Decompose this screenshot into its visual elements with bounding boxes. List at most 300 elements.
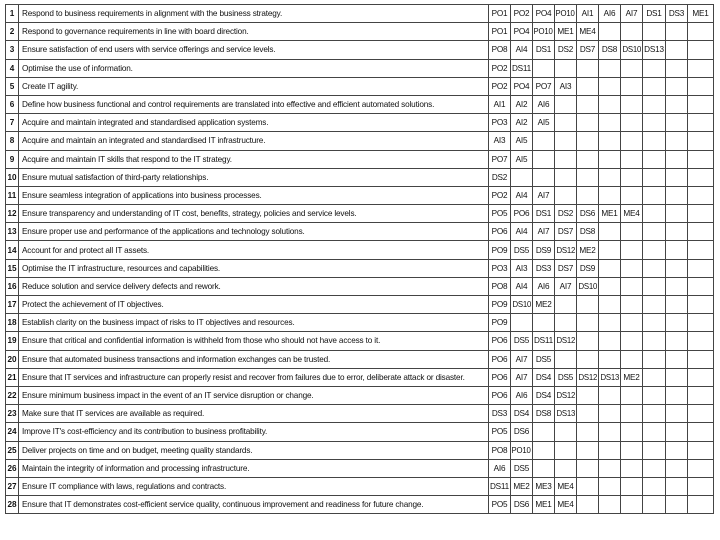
process-cell <box>666 132 688 150</box>
process-cell: AI7 <box>533 223 555 241</box>
process-cell: DS12 <box>577 368 599 386</box>
process-cell <box>643 114 666 132</box>
process-cell: DS2 <box>555 41 577 59</box>
process-cell <box>621 223 643 241</box>
process-cell: PO9 <box>489 241 511 259</box>
process-cell: PO1 <box>489 23 511 41</box>
process-cell <box>599 168 621 186</box>
process-cell <box>621 132 643 150</box>
process-cell: DS7 <box>555 259 577 277</box>
process-cell <box>666 259 688 277</box>
process-cell <box>577 95 599 113</box>
goal-description: Ensure that IT demonstrates cost-efficient service quality, continuous improvement and readiness for future change. <box>19 496 489 514</box>
table-row <box>6 277 714 295</box>
process-cell <box>643 405 666 423</box>
process-cell <box>577 314 599 332</box>
goal-number: 6 <box>6 95 19 113</box>
process-cell <box>688 296 714 314</box>
goal-number: 27 <box>6 477 19 495</box>
goal-number: 3 <box>6 41 19 59</box>
table-row <box>6 332 714 350</box>
table-row <box>6 441 714 459</box>
process-cell: PO4 <box>511 77 533 95</box>
process-cell <box>666 332 688 350</box>
table-row <box>6 223 714 241</box>
process-cell <box>643 314 666 332</box>
process-cell: DS3 <box>666 5 688 23</box>
process-cell <box>643 350 666 368</box>
process-cell <box>688 259 714 277</box>
goal-description: Ensure that critical and confidential information is withheld from those who should not have access to it. <box>19 332 489 350</box>
process-cell <box>643 23 666 41</box>
process-cell <box>666 95 688 113</box>
goal-description: Optimise the use of information. <box>19 59 489 77</box>
process-cell <box>666 350 688 368</box>
goal-number: 24 <box>6 423 19 441</box>
process-cell <box>688 132 714 150</box>
process-cell <box>599 223 621 241</box>
process-cell: AI2 <box>511 95 533 113</box>
process-cell: DS10 <box>511 296 533 314</box>
process-cell <box>666 23 688 41</box>
process-cell <box>643 150 666 168</box>
process-cell <box>688 423 714 441</box>
table-row <box>6 150 714 168</box>
process-cell <box>643 477 666 495</box>
table-row <box>6 205 714 223</box>
process-cell <box>688 496 714 514</box>
process-cell: AI6 <box>599 5 621 23</box>
process-cell <box>577 441 599 459</box>
process-cell: DS3 <box>489 405 511 423</box>
process-cell <box>621 114 643 132</box>
process-cell: PO9 <box>489 314 511 332</box>
process-cell: PO2 <box>489 77 511 95</box>
process-cell: AI4 <box>511 186 533 204</box>
process-cell: DS12 <box>555 386 577 404</box>
process-cell <box>599 95 621 113</box>
process-cell <box>599 77 621 95</box>
process-cell <box>599 277 621 295</box>
process-cell <box>621 350 643 368</box>
process-cell <box>577 405 599 423</box>
process-cell <box>599 259 621 277</box>
process-cell <box>643 496 666 514</box>
process-cell <box>577 186 599 204</box>
process-cell <box>688 386 714 404</box>
process-cell <box>511 168 533 186</box>
process-cell <box>643 77 666 95</box>
table-row <box>6 405 714 423</box>
process-cell <box>555 296 577 314</box>
process-cell <box>688 277 714 295</box>
process-cell <box>666 459 688 477</box>
goal-description: Create IT agility. <box>19 77 489 95</box>
process-cell <box>555 168 577 186</box>
process-cell <box>666 314 688 332</box>
process-cell: ME4 <box>577 23 599 41</box>
process-cell <box>577 168 599 186</box>
goal-description: Maintain the integrity of information and processing infrastructure. <box>19 459 489 477</box>
process-cell <box>577 350 599 368</box>
process-cell: PO6 <box>489 332 511 350</box>
process-cell: PO10 <box>533 23 555 41</box>
process-cell <box>577 150 599 168</box>
process-cell <box>599 459 621 477</box>
process-cell: DS5 <box>511 459 533 477</box>
process-cell: PO5 <box>489 496 511 514</box>
goal-number: 12 <box>6 205 19 223</box>
process-cell: AI7 <box>555 277 577 295</box>
process-cell: DS4 <box>533 386 555 404</box>
process-cell <box>643 423 666 441</box>
process-cell <box>666 241 688 259</box>
goal-description: Ensure that automated business transactions and information exchanges can be trusted. <box>19 350 489 368</box>
process-cell <box>533 314 555 332</box>
process-cell: DS4 <box>511 405 533 423</box>
process-cell <box>666 77 688 95</box>
process-cell <box>555 59 577 77</box>
goal-number: 21 <box>6 368 19 386</box>
process-cell: PO3 <box>489 259 511 277</box>
process-cell: PO6 <box>511 205 533 223</box>
process-cell <box>643 205 666 223</box>
process-cell: PO4 <box>511 23 533 41</box>
process-cell <box>688 350 714 368</box>
process-cell <box>599 477 621 495</box>
process-cell <box>688 205 714 223</box>
goal-description: Optimise the IT infrastructure, resources and capabilities. <box>19 259 489 277</box>
process-cell <box>599 150 621 168</box>
process-cell <box>599 332 621 350</box>
goal-description: Ensure seamless integration of applications into business processes. <box>19 186 489 204</box>
process-cell: DS2 <box>555 205 577 223</box>
process-cell: DS6 <box>511 423 533 441</box>
process-cell <box>643 259 666 277</box>
process-cell <box>621 423 643 441</box>
process-cell: DS13 <box>555 405 577 423</box>
process-cell <box>599 350 621 368</box>
process-cell: AI7 <box>511 350 533 368</box>
process-cell <box>555 459 577 477</box>
process-cell: AI7 <box>533 186 555 204</box>
process-cell <box>555 114 577 132</box>
process-cell <box>555 423 577 441</box>
goal-number: 23 <box>6 405 19 423</box>
process-cell <box>599 241 621 259</box>
process-cell <box>555 186 577 204</box>
process-cell: DS10 <box>621 41 643 59</box>
goal-number: 18 <box>6 314 19 332</box>
process-cell: PO6 <box>489 223 511 241</box>
process-cell <box>621 296 643 314</box>
process-cell: PO8 <box>489 441 511 459</box>
process-cell <box>621 95 643 113</box>
process-cell <box>621 186 643 204</box>
process-cell <box>555 441 577 459</box>
process-cell <box>599 132 621 150</box>
process-cell <box>533 423 555 441</box>
goal-number: 17 <box>6 296 19 314</box>
process-cell: ME2 <box>577 241 599 259</box>
process-cell <box>533 168 555 186</box>
table-row <box>6 350 714 368</box>
goal-description: Ensure transparency and understanding of IT cost, benefits, strategy, policies and service levels. <box>19 205 489 223</box>
process-cell <box>621 241 643 259</box>
process-cell <box>599 314 621 332</box>
process-cell <box>533 441 555 459</box>
goal-description: Acquire and maintain an integrated and standardised IT infrastructure. <box>19 132 489 150</box>
process-cell: DS12 <box>555 332 577 350</box>
goal-number: 1 <box>6 5 19 23</box>
process-cell: PO4 <box>533 5 555 23</box>
process-cell <box>643 95 666 113</box>
process-cell: DS11 <box>511 59 533 77</box>
process-cell <box>621 314 643 332</box>
process-cell: DS1 <box>643 5 666 23</box>
process-cell: PO8 <box>489 41 511 59</box>
table-row <box>6 259 714 277</box>
process-cell <box>555 350 577 368</box>
process-cell: AI5 <box>511 150 533 168</box>
process-cell <box>577 296 599 314</box>
goal-number: 16 <box>6 277 19 295</box>
table-row <box>6 368 714 386</box>
process-cell: PO6 <box>489 368 511 386</box>
process-cell <box>621 168 643 186</box>
process-cell <box>666 441 688 459</box>
process-cell <box>643 459 666 477</box>
goal-number: 14 <box>6 241 19 259</box>
process-cell <box>666 296 688 314</box>
process-cell <box>688 314 714 332</box>
goal-description: Improve IT's cost-efficiency and its contribution to business profitability. <box>19 423 489 441</box>
process-cell <box>621 259 643 277</box>
process-cell: DS1 <box>533 41 555 59</box>
process-cell <box>599 59 621 77</box>
process-cell: PO2 <box>511 5 533 23</box>
process-cell <box>688 186 714 204</box>
process-cell <box>621 59 643 77</box>
goal-number: 11 <box>6 186 19 204</box>
process-cell: PO7 <box>489 150 511 168</box>
process-cell: AI3 <box>489 132 511 150</box>
process-cell <box>621 277 643 295</box>
process-cell <box>533 132 555 150</box>
process-cell: DS13 <box>599 368 621 386</box>
process-cell: DS11 <box>489 477 511 495</box>
goal-number: 9 <box>6 150 19 168</box>
goal-description: Establish clarity on the business impact of risks to IT objectives and resources. <box>19 314 489 332</box>
goal-number: 25 <box>6 441 19 459</box>
process-cell <box>666 114 688 132</box>
process-cell <box>621 77 643 95</box>
process-cell <box>599 405 621 423</box>
table-row <box>6 41 714 59</box>
table-row <box>6 168 714 186</box>
process-cell <box>643 277 666 295</box>
goal-number: 19 <box>6 332 19 350</box>
process-cell: DS1 <box>533 205 555 223</box>
process-cell: AI3 <box>511 259 533 277</box>
process-cell <box>666 205 688 223</box>
process-cell <box>666 223 688 241</box>
process-cell <box>555 95 577 113</box>
process-cell: ME1 <box>555 23 577 41</box>
process-cell <box>666 186 688 204</box>
process-cell: DS5 <box>533 350 555 368</box>
process-cell <box>599 496 621 514</box>
process-cell <box>666 168 688 186</box>
process-cell <box>621 386 643 404</box>
process-cell: PO9 <box>489 296 511 314</box>
process-cell <box>577 59 599 77</box>
process-cell: ME4 <box>555 477 577 495</box>
goal-description: Ensure IT compliance with laws, regulations and contracts. <box>19 477 489 495</box>
process-cell <box>688 114 714 132</box>
process-cell: AI5 <box>533 114 555 132</box>
process-cell <box>666 41 688 59</box>
process-cell: DS13 <box>643 41 666 59</box>
process-cell <box>555 132 577 150</box>
process-cell: AI4 <box>511 277 533 295</box>
process-cell <box>688 23 714 41</box>
goal-number: 26 <box>6 459 19 477</box>
goal-description: Ensure mutual satisfaction of third-party relationships. <box>19 168 489 186</box>
process-cell: ME1 <box>533 496 555 514</box>
process-cell: DS6 <box>511 496 533 514</box>
goal-number: 7 <box>6 114 19 132</box>
process-cell: PO5 <box>489 205 511 223</box>
process-cell: AI7 <box>621 5 643 23</box>
process-cell <box>577 496 599 514</box>
process-cell <box>577 477 599 495</box>
process-cell <box>688 150 714 168</box>
process-cell: ME4 <box>555 496 577 514</box>
process-cell: AI4 <box>511 41 533 59</box>
process-cell: PO3 <box>489 114 511 132</box>
goal-description: Acquire and maintain integrated and standardised application systems. <box>19 114 489 132</box>
process-cell <box>688 41 714 59</box>
process-cell: DS8 <box>577 223 599 241</box>
goal-description: Define how business functional and control requirements are translated into effective and efficient automated solutions. <box>19 95 489 113</box>
goal-description: Respond to business requirements in alignment with the business strategy. <box>19 5 489 23</box>
process-cell <box>533 459 555 477</box>
process-cell <box>688 405 714 423</box>
process-cell <box>621 405 643 423</box>
goal-number: 20 <box>6 350 19 368</box>
goal-description: Make sure that IT services are available as required. <box>19 405 489 423</box>
process-cell <box>643 223 666 241</box>
process-cell: AI7 <box>511 368 533 386</box>
process-cell <box>666 477 688 495</box>
process-cell: PO10 <box>511 441 533 459</box>
goal-number: 2 <box>6 23 19 41</box>
goal-number: 15 <box>6 259 19 277</box>
goal-description: Respond to governance requirements in line with board direction. <box>19 23 489 41</box>
process-cell: AI6 <box>489 459 511 477</box>
process-cell <box>577 423 599 441</box>
process-cell: DS8 <box>533 405 555 423</box>
process-cell <box>621 441 643 459</box>
process-cell <box>688 441 714 459</box>
goal-number: 13 <box>6 223 19 241</box>
process-cell <box>688 241 714 259</box>
process-cell: DS4 <box>533 368 555 386</box>
process-cell <box>666 277 688 295</box>
process-cell: ME4 <box>621 205 643 223</box>
process-cell: PO6 <box>489 386 511 404</box>
table-row <box>6 477 714 495</box>
process-cell <box>666 150 688 168</box>
process-cell: DS2 <box>489 168 511 186</box>
process-cell <box>621 496 643 514</box>
goal-description: Ensure minimum business impact in the event of an IT service disruption or change. <box>19 386 489 404</box>
process-cell <box>688 368 714 386</box>
process-cell <box>599 441 621 459</box>
process-cell: DS3 <box>533 259 555 277</box>
process-cell <box>577 386 599 404</box>
process-cell <box>555 314 577 332</box>
goal-number: 8 <box>6 132 19 150</box>
process-cell <box>666 59 688 77</box>
process-cell <box>643 241 666 259</box>
process-cell <box>688 59 714 77</box>
process-cell: AI3 <box>555 77 577 95</box>
process-cell <box>555 150 577 168</box>
process-cell <box>688 95 714 113</box>
table-row <box>6 459 714 477</box>
process-cell: ME1 <box>688 5 714 23</box>
process-cell: PO7 <box>533 77 555 95</box>
process-cell <box>599 423 621 441</box>
table-row <box>6 314 714 332</box>
process-cell: AI6 <box>511 386 533 404</box>
process-cell: DS6 <box>577 205 599 223</box>
process-cell: DS10 <box>577 277 599 295</box>
process-cell: AI4 <box>511 223 533 241</box>
process-cell: AI5 <box>511 132 533 150</box>
goal-number: 5 <box>6 77 19 95</box>
process-cell: ME3 <box>533 477 555 495</box>
process-cell <box>599 296 621 314</box>
process-cell <box>666 386 688 404</box>
process-cell <box>533 59 555 77</box>
process-cell: DS9 <box>533 241 555 259</box>
process-cell <box>688 168 714 186</box>
process-cell <box>666 496 688 514</box>
goal-description: Reduce solution and service delivery defects and rework. <box>19 277 489 295</box>
process-cell <box>643 332 666 350</box>
process-cell <box>577 77 599 95</box>
process-cell: DS5 <box>511 332 533 350</box>
process-cell <box>688 77 714 95</box>
process-cell <box>688 477 714 495</box>
process-cell: PO2 <box>489 59 511 77</box>
table-row <box>6 386 714 404</box>
table-row <box>6 5 714 23</box>
table-row <box>6 77 714 95</box>
goal-number: 10 <box>6 168 19 186</box>
goal-description: Ensure that IT services and infrastructure can properly resist and recover from failures due to error, deliberate attack or disaster. <box>19 368 489 386</box>
process-cell <box>688 223 714 241</box>
table-row <box>6 186 714 204</box>
process-cell: PO2 <box>489 186 511 204</box>
process-cell <box>621 150 643 168</box>
table-row <box>6 423 714 441</box>
goal-number: 4 <box>6 59 19 77</box>
process-cell <box>666 405 688 423</box>
